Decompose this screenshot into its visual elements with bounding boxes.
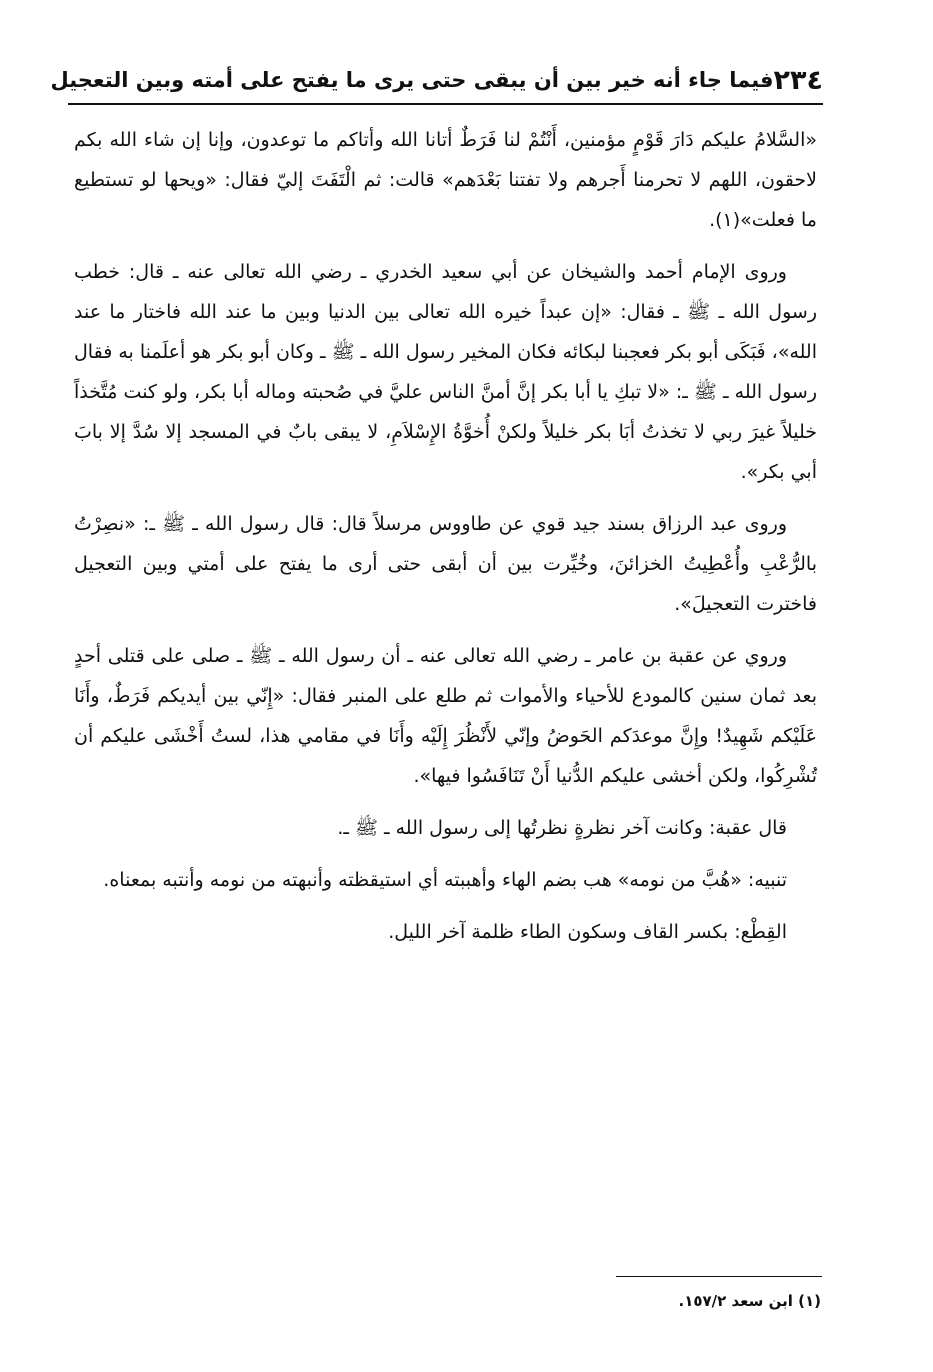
page-header: [50, 60, 823, 100]
running-title: فيما جاء أنه خير بين أن يبقى حتى يرى ما يفتح على أمته وبين التعجيل: [50, 68, 774, 92]
paragraph: قال عقبة: وكانت آخر نظرةٍ نظرتُها إلى رسول الله ـ ﷺ ـ.: [337, 817, 787, 839]
body-text: [74, 120, 817, 964]
paragraph: وروي عن عقبة بن عامر ـ رضي الله تعالى عنه ـ أن رسول الله ـ ﷺ ـ صلى على قتلى أحدٍ بعد ثمان سنين كالمودع للأحياء والأموات ثم طلع على المنبر فقال: «إِنّي بين أيديكم فَرَطٌ، وأَنَا عَلَيْكم شَهِيدٌ! وإِنَّ موعدَكم الحَوضُ وإنّي لأَنْظُرَ إِلَيْه وأَنَا في مقامي هذا، لستُ أَخْشَى عليكم أن تُشْرِكُوا، ولكن أخشى عليكم الدُّنيا أَنْ تَنَافَسُوا فيها».: [74, 645, 817, 787]
note-paragraph: تنبيه: «هُبَّ من نومه» هب بضم الهاء وأهببته أي استيقظته وأنبهته من نومه وأنتبه بمعناه.: [103, 869, 787, 891]
paragraph: وروى الإمام أحمد والشيخان عن أبي سعيد الخدري ـ رضي الله تعالى عنه ـ قال: خطب رسول الله ـ ﷺ ـ فقال: «إن عبداً خيره الله تعالى بين الدنيا وبين ما عند الله فاختار ما عند الله»، فَبَكَى أبو بكر فعجبنا لبكائه فكان المخير رسول الله ـ ﷺ ـ وكان أبو بكر هو أعلَمنا به فقال رسول الله ـ ﷺ ـ: «لا تبكِ يا أبا بكر إنَّ أمنَّ الناس عليَّ في صُحبته وماله أبا بكر، ولو كنت مُتَّخذاً خليلاً غيرَ ربي لا تخذتُ أبَا بكر خليلاً ولكنْ أُخوَّةُ الإِسْلاَمِ، لا يبقى بابٌ في المسجد إلا سُدَّ إلا بابَ أبي بكر».: [74, 261, 817, 483]
footnote: (١) ابن سعد ١٥٧/٢.: [678, 1292, 821, 1310]
paragraph: «السَّلامُ عليكم دَارَ قَوْمٍ مؤمنين، أَنْتُمْ لنا فَرَطٌ أتانا الله وأتاكم ما توعدون، وإنا إن شاء الله بكم لاحقون، اللهم لا تحرمنا أَجرهم ولا تفتنا بَعْدَهم» قالت: ثم الْتَفَتَ إليّ فقال: «ويحها لو تستطيع ما فعلت»(١).: [74, 129, 817, 231]
page-number: ٢٣٤: [773, 64, 823, 96]
footnote-rule: [616, 1276, 822, 1277]
header-rule: [68, 103, 823, 105]
note-paragraph: القِطْع: بكسر القاف وسكون الطاء ظلمة آخر الليل.: [388, 921, 787, 943]
paragraph: وروى عبد الرزاق بسند جيد قوي عن طاووس مرسلاً قال: قال رسول الله ـ ﷺ ـ: «نصِرْتُ بالرُّعْبِ وأُعْطِيتُ الخزائنَ، وخُيِّرت بين أن أبقى حتى أرى ما يفتح على أمتي وبين التعجيل فاخترت التعجيلَ».: [74, 513, 817, 615]
